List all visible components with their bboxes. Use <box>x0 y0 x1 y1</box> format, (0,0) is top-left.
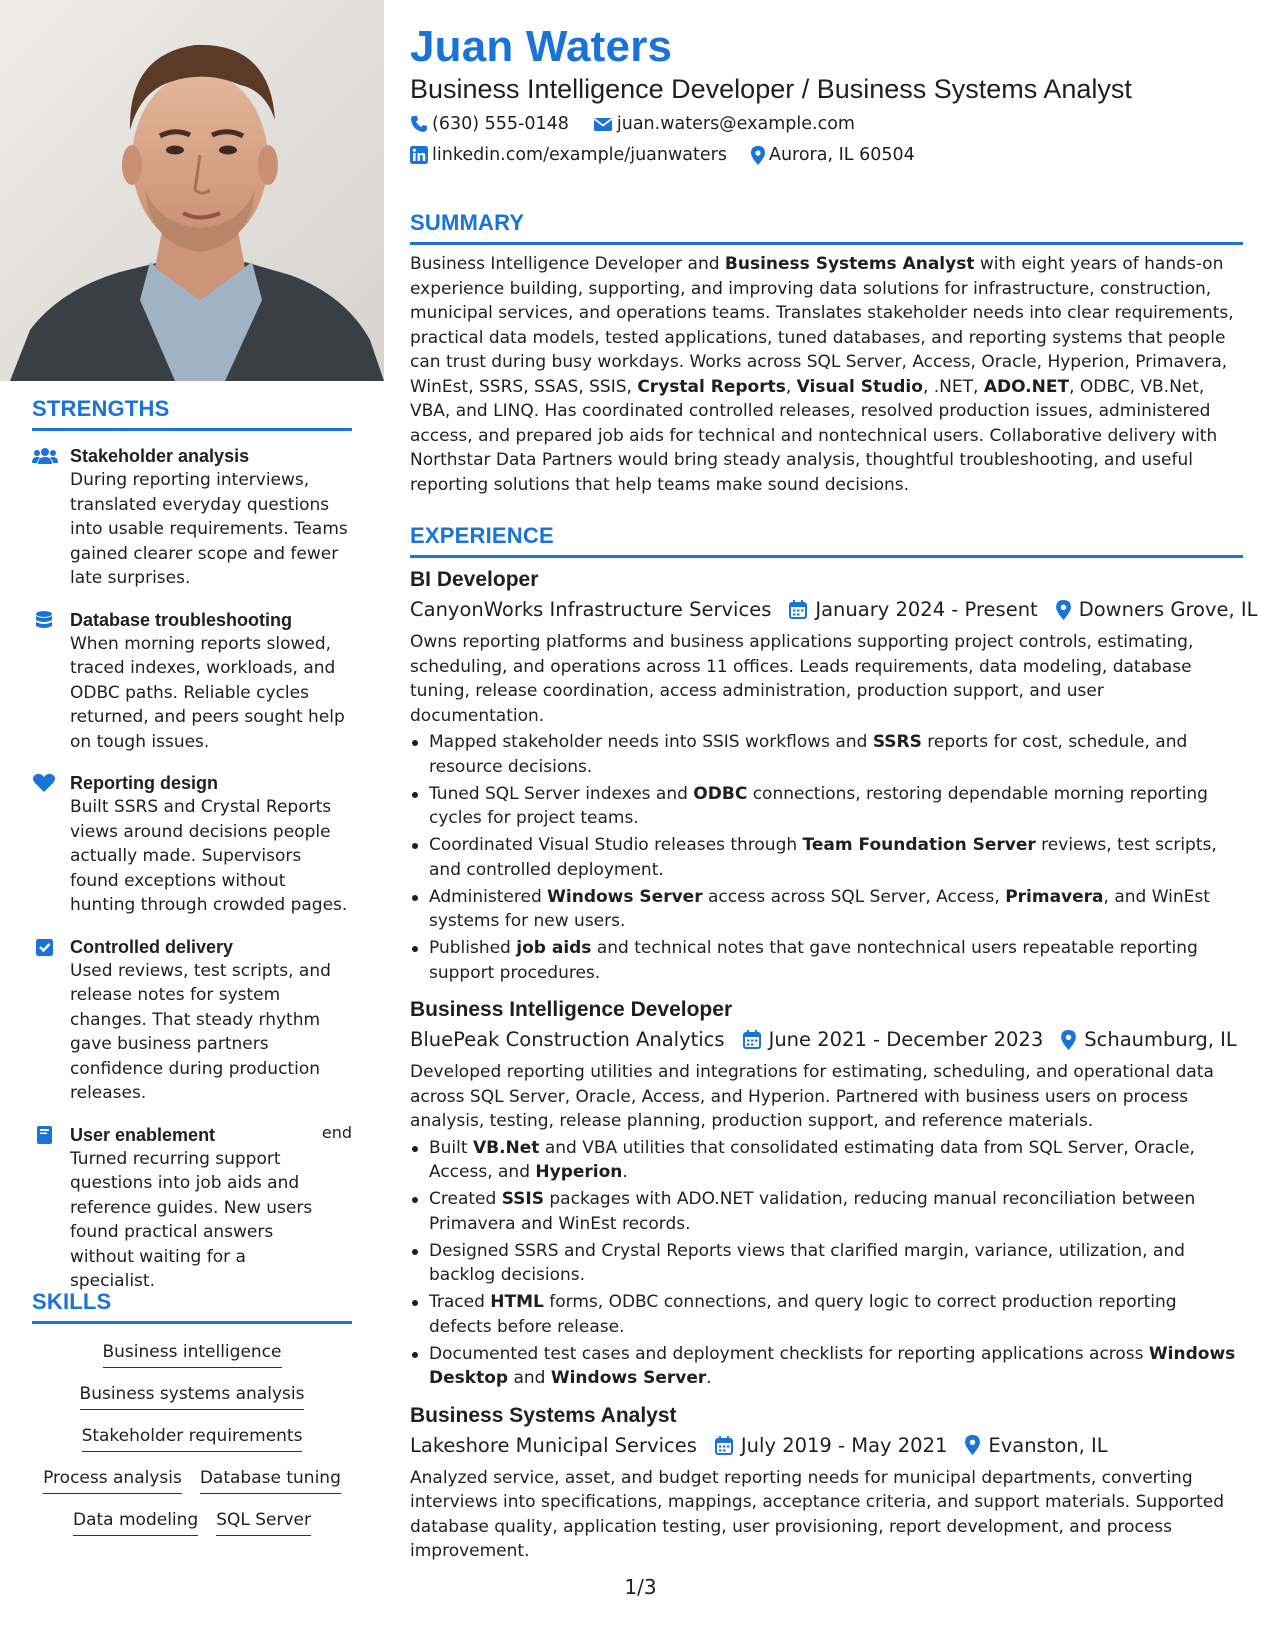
checkbox-icon <box>32 935 70 1106</box>
linkedin-icon <box>410 146 428 164</box>
calendar-icon <box>715 1436 733 1455</box>
database-icon <box>32 608 70 755</box>
profile-photo-illustration <box>0 0 384 381</box>
phone-text: (630) 555-0148 <box>432 114 569 134</box>
linkedin-text[interactable]: linkedin.com/example/juanwaters <box>432 145 727 165</box>
job-meta <box>410 1434 1243 1457</box>
strength-desc: When morning reports slowed, traced indexes, workloads, and ODBC paths. Reliable cycles returned, and peers sought help on tough issues. <box>70 633 345 752</box>
strength-title: Database troubleshooting <box>70 609 293 630</box>
summary-text: Business Intelligence Developer and Business Systems Analyst with eight years of hands-on experience building, supporting, and improving data solutions for infrastructure, construction, municipal services, and operations teams. Translates stakeholder needs into clear requirements, practical data models, tested applications, tuned databases, and reporting systems that people can trust during busy workdays. Works across SQL Server, Access, Oracle, Hyperion, Primavera, WinEst, SSRS, SSAS, SSIS, Crystal Reports, Visual Studio, .NET, ADO.NET, ODBC, VB.Net, VBA, and LINQ. Has coordinated controlled releases, resolved production issues, administered access, and prepared job aids for technical and nontechnical users. Collaborative delivery with Northstar Data Partners would bring steady analysis, thoughtful troubleshooting, and useful reporting solutions that help teams make sound decisions. <box>410 254 1234 495</box>
left-column <box>0 0 384 1650</box>
skill-tag: SQL Server <box>216 1508 311 1536</box>
skill-tag: Data modeling <box>73 1508 198 1536</box>
job-location: Downers Grove, IL <box>1078 598 1258 621</box>
skill-tag: Business systems analysis <box>80 1382 305 1410</box>
job-meta <box>410 598 1258 621</box>
skills-list <box>32 1334 352 1544</box>
page-number: 1/3 <box>624 1575 657 1599</box>
strength-desc: Turned recurring support questions into job aids and reference guides. New users found practical answers without waiting for a specialist. <box>70 1148 313 1291</box>
job-bullet: Designed SSRS and Crystal Reports views that clarified margin, variance, utilization, and backlog decisions. <box>410 1239 1243 1288</box>
skill-tag: Business intelligence <box>103 1340 282 1368</box>
skill-tag: Database tuning <box>200 1466 341 1494</box>
calendar-icon <box>789 600 807 619</box>
strength-item <box>32 608 352 755</box>
strength-title: Stakeholder analysis <box>70 446 250 466</box>
job-dates: July 2019 - May 2021 <box>740 1433 948 1457</box>
job-bullet: Documented test cases and deployment checklists for reporting applications across Windows Desktop and Windows Server. <box>410 1342 1243 1391</box>
phone-item <box>410 114 569 134</box>
job-entry <box>410 998 1243 1391</box>
strength-item <box>32 444 352 591</box>
strength-title: User enablement <box>70 1124 216 1145</box>
candidate-role: Business Intelligence Developer / Business Systems Analyst <box>410 74 1132 104</box>
job-bullets <box>410 730 1243 985</box>
job-entry <box>410 568 1258 985</box>
strength-desc: During reporting interviews, translated everyday questions into usable requirements. Teams gained clearer scope and fewer late surprises. <box>70 470 348 588</box>
strengths-section <box>32 396 352 1294</box>
job-bullet: Coordinated Visual Studio releases through Team Foundation Server reviews, test scripts, and controlled deployment. <box>410 833 1243 882</box>
book-icon <box>32 1123 70 1294</box>
job-bullet: Published job aids and technical notes that gave nontechnical users repeatable reporting support procedures. <box>410 936 1243 985</box>
skill-tag: Stakeholder requirements <box>82 1424 303 1452</box>
strength-desc: Used reviews, test scripts, and release notes for system changes. That steady rhythm gave business partners confidence during production releases. <box>70 960 331 1103</box>
contact-row-2 <box>410 145 939 165</box>
job-summary: Analyzed service, asset, and budget reporting needs for municipal departments, converting interviews into specifications, mappings, acceptance criteria, and support materials. Supported database quality, application testing, user provisioning, report development, and process improvement. <box>410 1467 1225 1561</box>
strength-title: Reporting design <box>70 773 218 793</box>
strengths-title: STRENGTHS <box>32 396 352 431</box>
location-pin-icon <box>965 1435 980 1455</box>
job-bullet: Built VB.Net and VBA utilities that consolidated estimating data from SQL Server, Oracle, Access, and Hyperion. <box>410 1136 1243 1185</box>
summary-title: SUMMARY <box>410 210 1243 245</box>
job-dates-item <box>743 1028 1044 1051</box>
location-pin-icon <box>1061 1030 1076 1050</box>
summary-section <box>410 210 1243 497</box>
phone-icon <box>410 115 428 133</box>
job-dates-item <box>789 598 1037 621</box>
strength-title: Controlled delivery <box>70 936 234 957</box>
job-title: BI Developer <box>410 568 539 591</box>
job-dates: June 2021 - December 2023 <box>768 1028 1044 1051</box>
job-location-item <box>965 1434 1107 1457</box>
job-entry <box>410 1404 1243 1564</box>
strength-item <box>32 771 352 918</box>
job-summary: Developed reporting utilities and integrations for estimating, scheduling, and operational data across SQL Server, Oracle, Access, and Hyperion. Partnered with business users on process analysis, testing, release planning, production support, and reference materials. <box>410 1062 1214 1131</box>
candidate-name: Juan Waters <box>410 22 673 71</box>
heart-icon <box>32 771 70 918</box>
calendar-icon <box>743 1030 761 1049</box>
email-item[interactable] <box>593 114 855 134</box>
job-company: Lakeshore Municipal Services <box>410 1433 697 1457</box>
email-text[interactable]: juan.waters@example.com <box>616 114 855 134</box>
strength-item <box>32 935 352 1106</box>
job-meta <box>410 1028 1243 1051</box>
skill-tag: Process analysis <box>43 1466 182 1494</box>
location-pin-icon <box>751 146 765 165</box>
job-location: Evanston, IL <box>988 1433 1108 1457</box>
location-item <box>751 145 915 165</box>
job-bullet: Traced HTML forms, ODBC connections, and query logic to correct production reporting defects before release. <box>410 1290 1243 1339</box>
job-title: Business Systems Analyst <box>410 1403 677 1427</box>
experience-section <box>410 523 1258 1564</box>
envelope-icon <box>593 116 613 132</box>
profile-photo <box>0 0 384 381</box>
job-bullet: Mapped stakeholder needs into SSIS workflows and SSRS reports for cost, schedule, and resource decisions. <box>410 730 1243 779</box>
job-bullet: Administered Windows Server access across SQL Server, Access, Primavera, and WinEst systems for new users. <box>410 885 1243 934</box>
location-text: Aurora, IL 60504 <box>768 145 915 165</box>
job-dates-item <box>715 1434 947 1457</box>
job-company: BluePeak Construction Analytics <box>410 1028 725 1051</box>
job-location-item <box>1056 598 1258 621</box>
job-dates: January 2024 - Present <box>815 598 1038 621</box>
skills-section <box>32 1289 352 1544</box>
location-pin-icon <box>1056 600 1071 620</box>
job-bullets <box>410 1136 1243 1391</box>
contact-row-1 <box>410 114 879 134</box>
skills-title: SKILLS <box>32 1289 352 1324</box>
job-location-item <box>1061 1028 1237 1051</box>
experience-title: EXPERIENCE <box>410 523 1243 558</box>
job-title: Business Intelligence Developer <box>410 998 733 1021</box>
linkedin-item[interactable] <box>410 145 727 165</box>
job-bullet: Tuned SQL Server indexes and ODBC connections, restoring dependable morning reporting cycles for project teams. <box>410 782 1243 831</box>
strength-desc: Built SSRS and Crystal Reports views around decisions people actually made. Supervisors found exceptions without hunting through crowded pages. <box>70 797 348 915</box>
job-summary: Owns reporting platforms and business applications supporting project controls, estimating, scheduling, and operations across 11 offices. Leads requirements, data modeling, database tuning, release coordination, access administration, production support, and user documentation. <box>410 632 1194 726</box>
strength-item: User enablement Turned recurring support questions into job aids and reference guides. New users found practical answers without waiting for a specialist. end <box>32 1123 352 1294</box>
job-bullet: Created SSIS packages with ADO.NET validation, reducing manual reconciliation between Primavera and WinEst records. <box>410 1187 1243 1236</box>
users-icon <box>32 444 70 591</box>
job-location: Schaumburg, IL <box>1084 1028 1237 1051</box>
job-company: CanyonWorks Infrastructure Services <box>410 598 772 621</box>
